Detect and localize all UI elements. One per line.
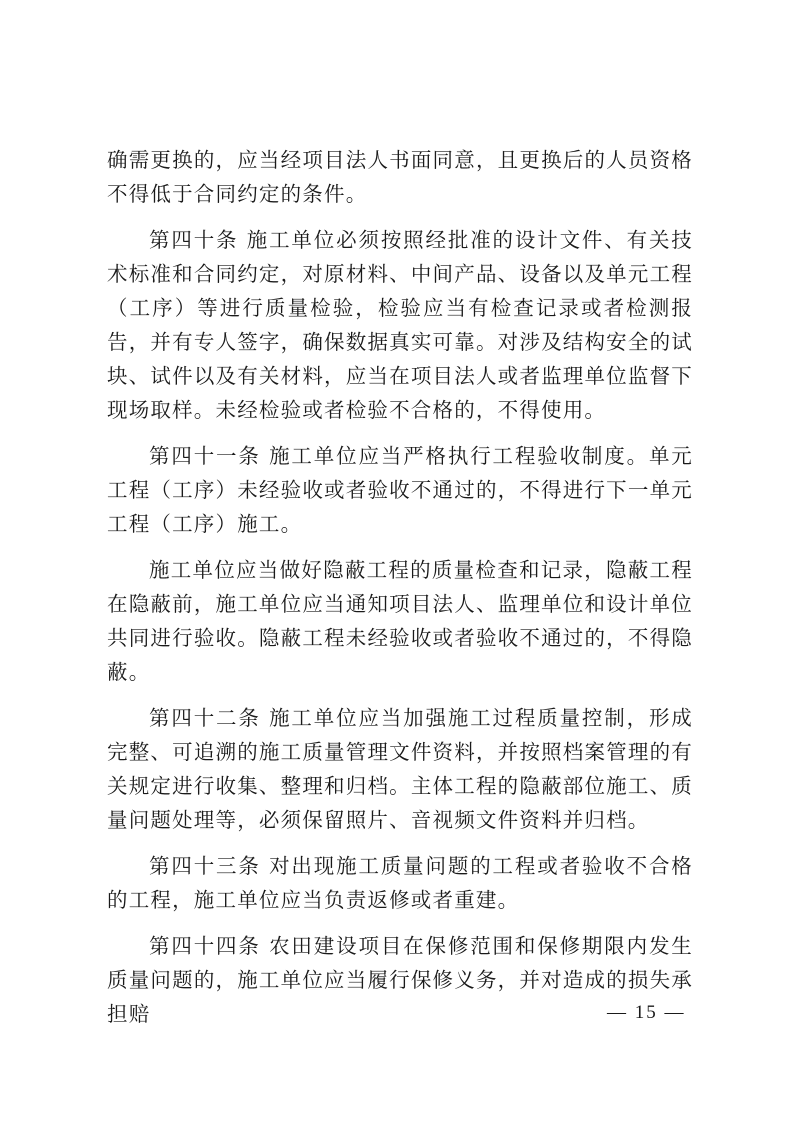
- paragraph-hidden-works: 施工单位应当做好隐蔽工程的质量检查和记录，隐蔽工程在隐蔽前，施工单位应当通知项目法人、监理单位和设计单位共同进行验收。隐蔽工程未经验收或者验收不通过的，不得隐蔽。: [107, 558, 693, 684]
- paragraph-article-40: 第四十条 施工单位必须按照经批准的设计文件、有关技术标准和合同约定，对原材料、中间产品、设备以及单元工程（工序）等进行质量检验，检验应当有检查记录或者检测报告，并有专人签字，确保数据真实可靠。对涉及结构安全的试块、试件以及有关材料，应当在项目法人或者监理单位监督下现场取样。未经检验或者检验不合格的，不得使用。: [107, 228, 693, 422]
- document-body: [107, 143, 693, 1043]
- paragraph-article-42: 第四十二条 施工单位应当加强施工过程质量控制，形成完整、可追溯的施工质量管理文件资料，并按照档案管理的有关规定进行收集、整理和归档。主体工程的隐蔽部位施工、质量问题处理等，必须保留照片、音视频文件资料并归档。: [107, 706, 693, 832]
- page-number: — 15 —: [607, 1002, 686, 1023]
- paragraph-article-44: 第四十四条 农田建设项目在保修范围和保修期限内发生质量问题的，施工单位应当履行保修义务，并对造成的损失承担赔: [107, 934, 693, 1026]
- paragraph-article-43: 第四十三条 对出现施工质量问题的工程或者验收不合格的工程，施工单位应当负责返修或者重建。: [107, 854, 693, 912]
- paragraph-article-41: 第四十一条 施工单位应当严格执行工程验收制度。单元工程（工序）未经验收或者验收不通过的，不得进行下一单元工程（工序）施工。: [107, 444, 693, 536]
- paragraph-1: 确需更换的，应当经项目法人书面同意，且更换后的人员资格不得低于合同约定的条件。: [107, 148, 693, 206]
